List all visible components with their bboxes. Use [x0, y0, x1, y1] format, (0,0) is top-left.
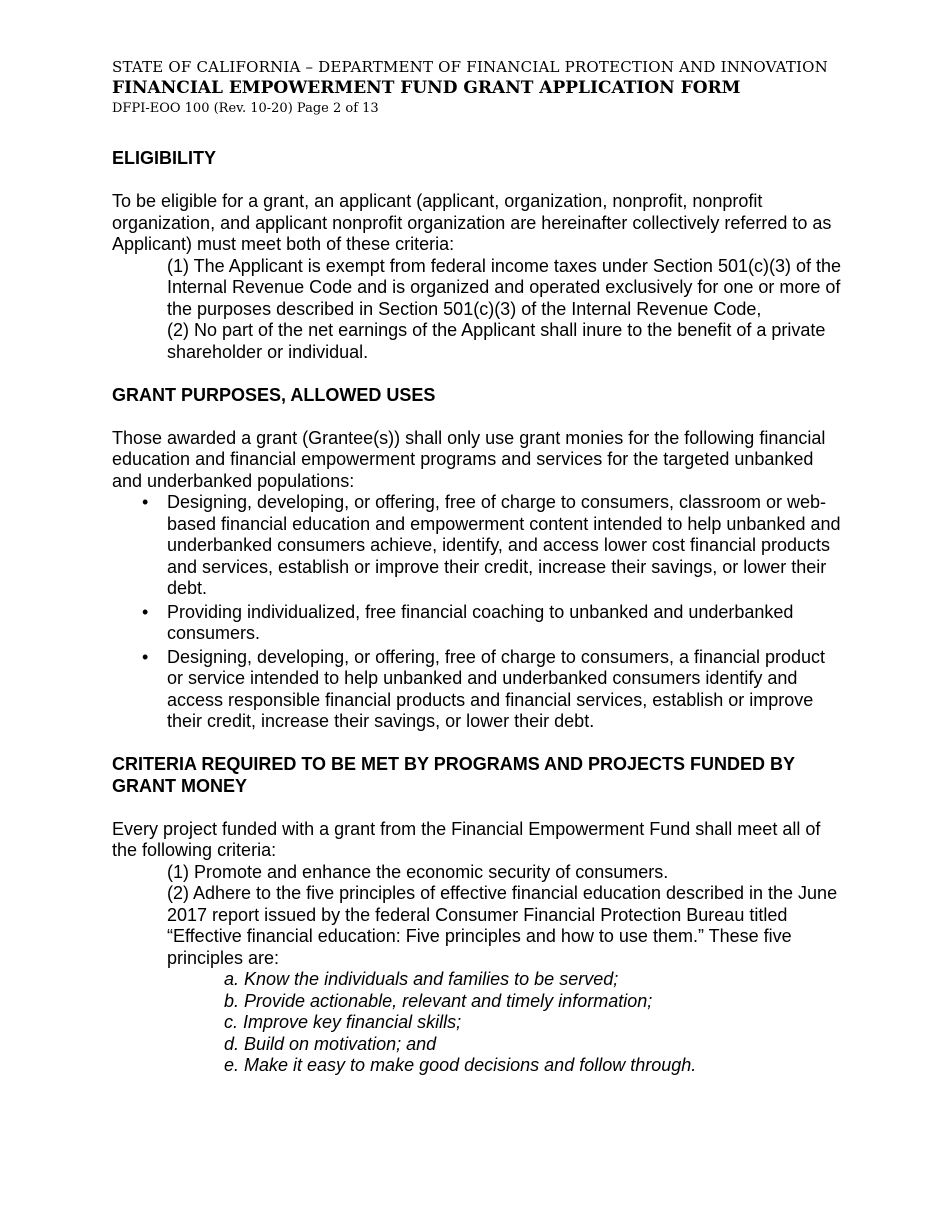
form-id: DFPI-EOO 100 (Rev. 10-20) Page 2 of 13 [112, 101, 379, 116]
purposes-heading: GRANT PURPOSES, ALLOWED USES [112, 384, 436, 405]
list-item-text: Designing, developing, or offering, free of charge to consumers, classroom or web-based financial education and empowerment content intended to help unbanked and underbanked consumers achieve, identify, and access lower cost financial products and services, establish or improve their credit, increase their savings, or lower their debt. [167, 492, 841, 598]
document-body [112, 148, 842, 1077]
principle-item: e. Make it easy to make good decisions and follow through. [224, 1055, 697, 1075]
bullet-icon: • [142, 492, 149, 512]
list-item-text: Designing, developing, or offering, free of charge to consumers, a financial product or service intended to help unbanked and underbanked consumers identify and access responsible financial products and financial services, establish or improve their credit, increase their savings, or lower their debt. [167, 646, 826, 731]
principle-item: b. Provide actionable, relevant and timely information; [224, 990, 653, 1011]
list-item [112, 602, 842, 645]
purposes-intro: Those awarded a grant (Grantee(s)) shall only use grant monies for the following financial education and financial empowerment programs and services for the targeted unbanked and underbanked populations: [112, 427, 826, 491]
list-item [112, 492, 842, 600]
form-header [112, 57, 828, 118]
agency-name: STATE OF CALIFORNIA – DEPARTMENT OF FINANCIAL PROTECTION AND INNOVATION [112, 58, 828, 76]
criteria-intro: Every project funded with a grant from the Financial Empowerment Fund shall meet all of the following criteria: [112, 818, 821, 860]
bullet-icon: • [142, 601, 149, 622]
list-item-text: Providing individualized, free financial coaching to unbanked and underbanked consumers. [167, 601, 794, 643]
principle-item: a. Know the individuals and families to be served; [224, 969, 619, 989]
eligibility-criterion: (1) The Applicant is exempt from federal income taxes under Section 501(c)(3) of the Internal Revenue Code and is organized and operated exclusively for one or more of the purposes described in Section 501(c)(3) of the Internal Revenue Code, [167, 255, 841, 319]
list-item [112, 647, 842, 733]
purposes-list [112, 492, 842, 733]
eligibility-heading: ELIGIBILITY [112, 148, 217, 168]
eligibility-intro: To be eligible for a grant, an applicant (applicant, organization, nonprofit, nonprofit organization, and applicant nonprofit organization are hereinafter collectively referred to as Applicant) must meet both of these criteria: [112, 191, 832, 254]
principle-item: c. Improve key financial skills; [224, 1012, 462, 1032]
criteria-heading: CRITERIA REQUIRED TO BE MET BY PROGRAMS AND PROJECTS FUNDED BY GRANT MONEY [112, 754, 795, 796]
criteria-item: (2) Adhere to the five principles of effective financial education described in the June 2017 report issued by the federal Consumer Financial Protection Bureau titled “Effective financial education: Five principles and how to use them.” These five principles are: [167, 883, 838, 968]
bullet-icon: • [142, 646, 149, 667]
criteria-item: (1) Promote and enhance the economic security of consumers. [167, 861, 669, 882]
eligibility-criterion: (2) No part of the net earnings of the Applicant shall inure to the benefit of a private shareholder or individual. [167, 320, 826, 362]
principle-item: d. Build on motivation; and [224, 1033, 437, 1054]
form-title: FINANCIAL EMPOWERMENT FUND GRANT APPLICATION FORM [112, 78, 741, 98]
